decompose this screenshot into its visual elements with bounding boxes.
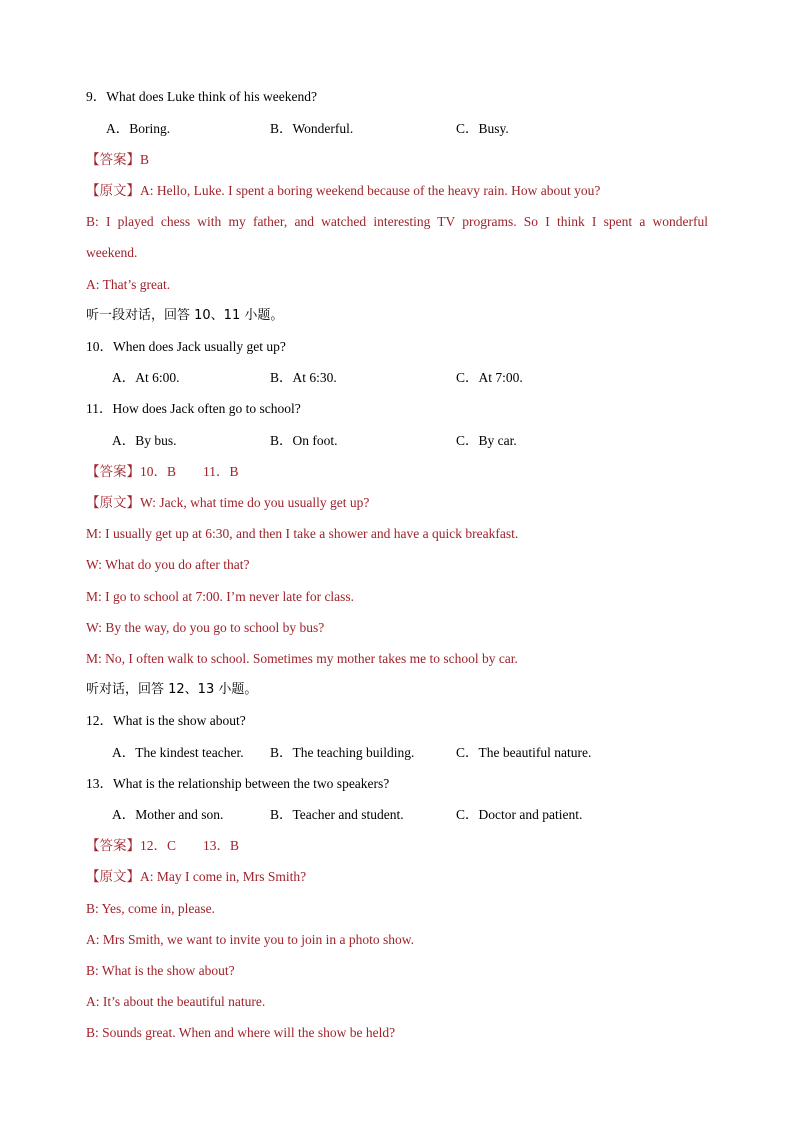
q9-option-b: B．Wonderful. (270, 121, 354, 136)
script-10-11-line-6: M: No, I often walk to school. Sometimes my mother takes me to school by car. (86, 651, 518, 666)
script-tag: 【原文】 (86, 495, 140, 510)
q13-option-b: B．Teacher and student. (270, 807, 404, 822)
script-10-11-line-3: W: What do you do after that? (86, 557, 250, 572)
script-10-11-line-5: W: By the way, do you go to school by bus? (86, 620, 325, 635)
answer-9 (86, 151, 149, 169)
script-9-line-2: B: I played chess with my father, and watched interesting TV programs. So I think I spent a wonderful (86, 214, 708, 229)
script-text: A: May I come in, Mrs Smith? (140, 869, 307, 884)
q9-option-c: C．Busy. (456, 121, 509, 136)
q13-option-c: C．Doctor and patient. (456, 807, 583, 822)
script-12-13-line-3: A: Mrs Smith, we want to invite you to join in a photo show. (86, 932, 414, 947)
question-10: 10．When does Jack usually get up? (86, 339, 286, 354)
script-12-13-line-6: B: Sounds great. When and where will the show be held? (86, 1025, 396, 1040)
question-11: 11．How does Jack often go to school? (86, 401, 301, 416)
script-text: A: Hello, Luke. I spent a boring weekend because of the heavy rain. How about you? (140, 183, 601, 198)
answer-12-13 (86, 837, 239, 855)
q11-option-b: B．On foot. (270, 433, 338, 448)
answer-tag: 【答案】 (86, 152, 140, 167)
script-tag: 【原文】 (86, 869, 140, 884)
script-9-line-4: A: That’s great. (86, 277, 171, 292)
question-9: 9．What does Luke think of his weekend? (86, 89, 317, 104)
script-12-13-line-5: A: It’s about the beautiful nature. (86, 994, 266, 1009)
script-12-13-line-2: B: Yes, come in, please. (86, 901, 215, 916)
script-10-11-line-4: M: I go to school at 7:00. I’m never late for class. (86, 589, 355, 604)
answer-10-11 (86, 463, 239, 481)
script-10-11-line-2: M: I usually get up at 6:30, and then I take a shower and have a quick breakfast. (86, 526, 519, 541)
q11-option-a: A．By bus. (112, 433, 177, 448)
question-13: 13．What is the relationship between the two speakers? (86, 776, 390, 791)
section-heading-12-13: 听对话，回答 12、13 小题。 (86, 682, 258, 697)
q9-option-a: A．Boring. (106, 121, 171, 136)
script-9-line-1 (86, 182, 600, 200)
q10-option-b: B．At 6:30. (270, 370, 337, 385)
q10-option-c: C．At 7:00. (456, 370, 523, 385)
q11-option-c: C．By car. (456, 433, 517, 448)
script-12-13-line-1 (86, 868, 306, 886)
script-10-11-line-1 (86, 494, 369, 512)
answer-value: B (140, 152, 150, 167)
q12-option-b: B．The teaching building. (270, 745, 415, 760)
script-text: W: Jack, what time do you usually get up? (140, 495, 370, 510)
section-heading-10-11: 听一段对话，回答 10、11 小题。 (86, 308, 284, 323)
script-12-13-line-4: B: What is the show about? (86, 963, 235, 978)
answer-tag: 【答案】 (86, 838, 140, 853)
q12-option-c: C．The beautiful nature. (456, 745, 592, 760)
answer-value: 12．C 13．B (140, 838, 240, 853)
q12-option-a: A．The kindest teacher. (112, 745, 244, 760)
script-9-line-3: weekend. (86, 245, 138, 260)
q13-option-a: A．Mother and son. (112, 807, 224, 822)
q10-option-a: A．At 6:00. (112, 370, 180, 385)
answer-tag: 【答案】 (86, 464, 140, 479)
answer-value: 10．B 11．B (140, 464, 239, 479)
question-12: 12．What is the show about? (86, 713, 246, 728)
script-tag: 【原文】 (86, 183, 140, 198)
